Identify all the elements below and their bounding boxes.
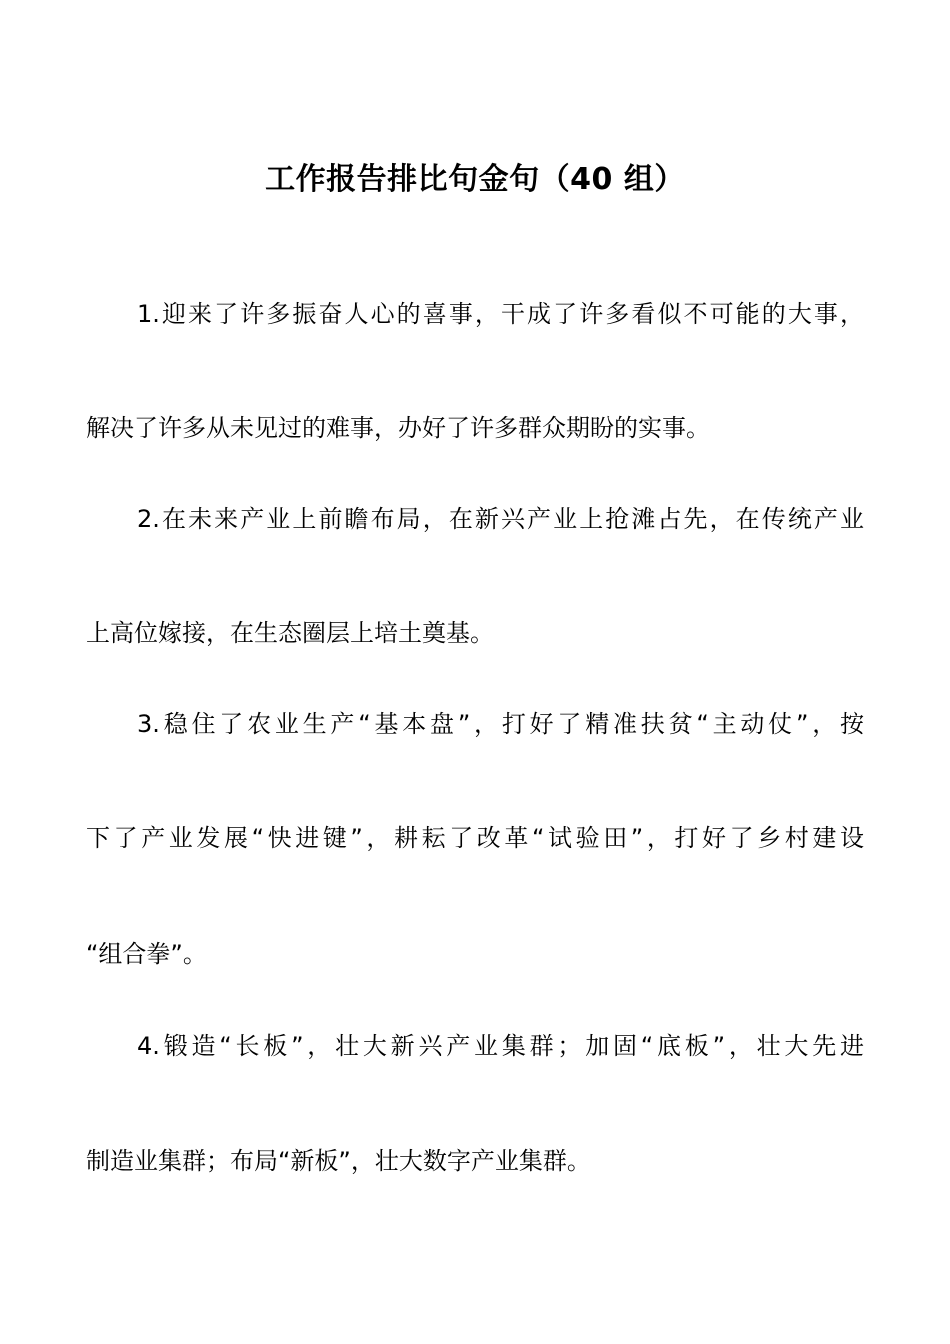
paragraph-line: 解决了许多从未见过的难事，办好了许多群众期盼的实事。 bbox=[86, 414, 710, 442]
paragraph-line: 3.稳住了农业生产“基本盘”，打好了精准扶贫“主动仗”，按 bbox=[137, 710, 864, 738]
paragraph-line: 4.锻造“长板”，壮大新兴产业集群；加固“底板”，壮大先进 bbox=[137, 1032, 864, 1060]
paragraph-line: 上高位嫁接，在生态圈层上培土奠基。 bbox=[86, 619, 494, 647]
paragraph-line: 下了产业发展“快进键”，耕耘了改革“试验田”，打好了乡村建设 bbox=[86, 824, 864, 852]
paragraph-line: 制造业集群；布局“新板”，壮大数字产业集群。 bbox=[86, 1147, 591, 1175]
paragraph-line: 1.迎来了许多振奋人心的喜事，干成了许多看似不可能的大事， bbox=[137, 300, 864, 328]
paragraph-line: “组合拳”。 bbox=[86, 940, 207, 968]
document-title: 工作报告排比句金句（40 组） bbox=[265, 162, 685, 197]
paragraph-line: 2.在未来产业上前瞻布局，在新兴产业上抢滩占先，在传统产业 bbox=[137, 505, 864, 533]
